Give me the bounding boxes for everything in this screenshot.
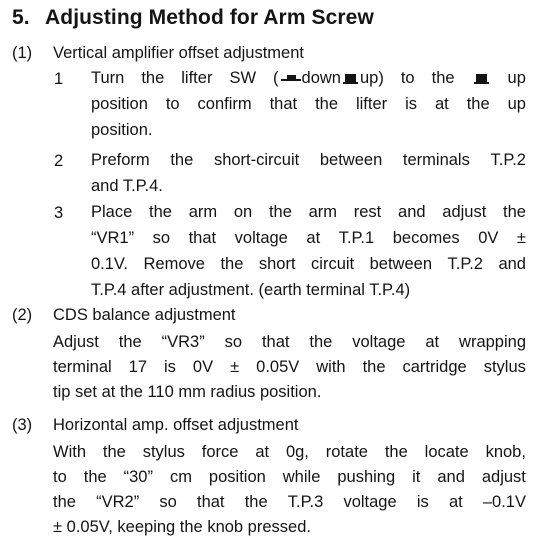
subsection-2-line-2: terminal 17 is 0V ± 0.05V with the cartridge stylus [53,358,526,376]
subsection-title: CDS balance adjustment [53,306,236,324]
subsection-3-line-1: With the stylus force at 0g, rotate the locate knob, [53,443,526,461]
lifter-down-symbol-icon [281,75,301,83]
subsection-1-heading [12,44,304,63]
subsection-number: (1) [12,44,33,62]
subsection-title: Vertical amplifier offset adjustment [53,44,304,62]
step-2-line-2: and T.P.4. [91,177,163,195]
step-3-line-2: “VR1” so that voltage at T.P.1 becomes 0V ± [91,229,526,247]
step-1-line-3: position. [91,121,153,139]
step-1-line-2: position to confirm that the lifter is at the up [91,95,526,113]
step-2-line-1: Preform the short-circuit between terminals T.P.2 [91,151,526,169]
step-number: 3 [54,204,64,222]
step-3-line-4: T.P.4 after adjustment. (earth terminal T.P.4) [91,281,411,299]
step-1-line-1: Turn the lifter SW ( down up) to the up [91,69,526,87]
section-heading [12,6,374,30]
step-number: 1 [54,70,64,88]
subsection-number: (2) [12,306,33,324]
subsection-2-line-3: tip set at the 110 mm radius position. [53,383,322,401]
lifter-up-symbol-icon [343,74,358,84]
subsection-number: (3) [12,416,33,434]
subsection-3-heading [12,416,299,435]
step-3-line-1: Place the arm on the arm rest and adjust the [91,203,526,221]
subsection-3-line-2: to the “30” cm position while pushing it and adjust [53,468,526,486]
subsection-3-line-4: ± 0.05V, keeping the knob pressed. [53,518,311,536]
lifter-up-symbol-icon [474,74,489,84]
section-title: Adjusting Method for Arm Screw [45,6,374,29]
step-number: 2 [54,152,64,170]
step-3-line-3: 0.1V. Remove the short circuit between T.P.2 and [91,255,526,273]
subsection-3-line-3: the “VR2” so that the T.P.3 voltage is at –0.1V [53,493,526,511]
section-number: 5. [12,6,30,29]
subsection-2-heading [12,306,236,325]
subsection-title: Horizontal amp. offset adjustment [53,416,299,434]
subsection-2-line-1: Adjust the “VR3” so that the voltage at wrapping [53,333,526,351]
